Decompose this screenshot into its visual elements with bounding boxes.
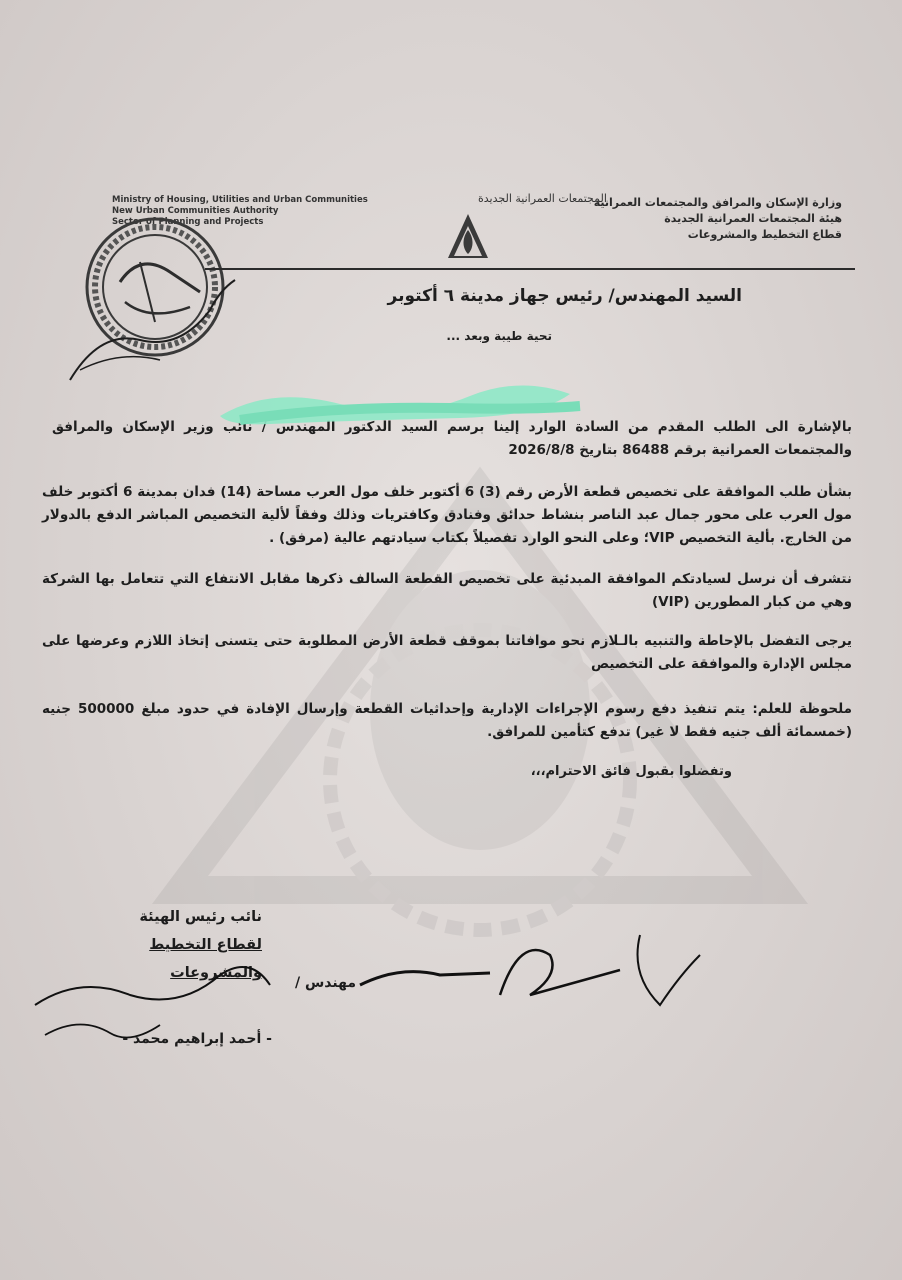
paragraph-approval: نتشرف أن نرسل لسيادتكم الموافقة المبدئية على تخصيص القطعة السالف ذكرها مقابل الانتفاع التي تتعامل بها الشركة وهي من كبار المطورين (VIP) (42, 571, 852, 610)
paragraph-instructions: يرجى التفضل بالإحاطة والتنبيه بالـلازم نحو موافاتنا بموقف قطعة الأرض المطلوبة حتى يتسنى إتخاذ اللازم وعرضها على مجلس الإدارة والموافقة على التخصيص (42, 633, 852, 672)
signatory-name: - أحمد إبراهيم محمد - (122, 1031, 272, 1047)
header-ar-sector: قطاع التخطيط والمشروعات (687, 228, 842, 241)
nuca-logo-icon (420, 178, 607, 260)
logo-text: المجتمعات العمرانية الجديدة (478, 192, 607, 205)
paragraph-request: بشأن طلب الموافقة على تخصيص قطعة الأرض رقم (3) 6 أكتوبر خلف مول العرب مساحة (14) فدان بمدينة 6 أكتوبر خلف مول العرب على محور جمال عبد الناصر بنشاط حدائق وفنادق وكافتريات وذلك وفقاً لألية التخصيص المباشر الدفع بالدولار من الخارج. بألية التخصيص VIP؛ وعلى النحو الوارد تفصيلاً بكتاب سيادتهم عالية (مرفق) . (42, 484, 853, 546)
signatory-title-line2: لقطاع التخطيط والمشروعات (149, 937, 262, 981)
header-divider (205, 268, 855, 270)
closing: وتفضلوا بقبول فائق الاحترام،،، (530, 764, 732, 779)
header-en-sector: Sector of Planning and Projects (112, 217, 264, 227)
greeting: تحية طيبة وبعد ... (446, 329, 552, 343)
header-ar-authority: هيئة المجتمعات العمرانية الجديدة (664, 212, 842, 225)
header-ar-ministry: وزارة الإسكان والمرافق والمجتمعات العمرانية (593, 196, 842, 209)
signatory-title-line1: نائب رئيس الهيئة (139, 909, 262, 925)
paragraph-reference: بالإشارة الى الطلب المقدم من السادة الوارد إلينا برسم السيد الدكتور المهندس / نائب وزير الإسكان والمرافق والمجتمعات العمرانية برقم 86488 بتاريخ 2026/8/8 (52, 419, 852, 458)
header-arabic (562, 195, 842, 243)
paragraph-note: ملحوظة للعلم: يتم تنفيذ دفع رسوم الإجراءات الإدارية وإحداثيات القطعة وإرسال الإفادة في حدود مبلغ 500000 جنيه (خمسمائة ألف جنيه فقط لا غير) تدفع كتأمين للمرافق. (42, 701, 853, 740)
header-en-authority: New Urban Communities Authority (112, 206, 279, 216)
header-en-ministry: Ministry of Housing, Utilities and Urban Communities (112, 195, 368, 205)
stamp-signature-icon (60, 270, 240, 390)
engineer-label: مهندس / (295, 975, 357, 991)
addressee: السيد المهندس/ رئيس جهاز مدينة ٦ أكتوبر (387, 286, 742, 306)
redaction-mark (210, 376, 590, 436)
